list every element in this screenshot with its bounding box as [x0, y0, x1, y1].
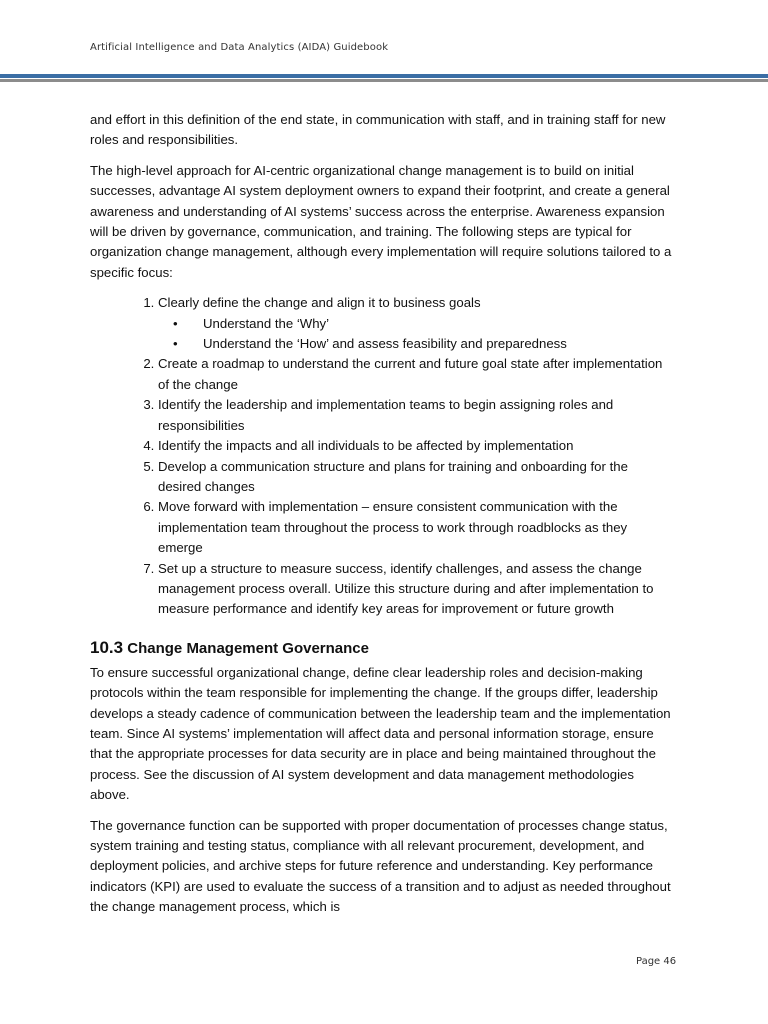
section-number: 10.3	[90, 637, 124, 657]
list-item	[158, 497, 672, 558]
header-rule-blue	[0, 74, 768, 78]
bullet-icon: •	[173, 336, 178, 352]
section-title: Change Management Governance	[127, 639, 369, 657]
section-heading	[90, 638, 672, 659]
list-item	[158, 293, 672, 354]
sub-steps-list	[158, 314, 672, 355]
running-header: Artificial Intelligence and Data Analytics (AIDA) Guidebook	[90, 42, 389, 53]
change-steps-list	[90, 293, 672, 620]
list-item	[158, 559, 672, 620]
sub-list-item-text: Understand the ‘How’ and assess feasibility and preparedness	[203, 336, 567, 352]
sub-list-item	[173, 314, 672, 334]
list-item	[158, 436, 672, 456]
paragraph-governance-support: The governance function can be supported with proper documentation of processes change status, system training and testing status, compliance with all relevant procurement, development, and deployment policies, and archive steps for future reference and understanding. Key performance indicators (KPI) are used to evaluate the success of a transition and to adjust as needed throughout the change management process, which is	[90, 817, 671, 915]
list-item-text: Clearly define the change and align it to business goals	[158, 295, 481, 311]
paragraph-intro-continuation: and effort in this definition of the end state, in communication with staff, and in training staff for new roles and responsibilities.	[90, 112, 666, 148]
list-item-text: Move forward with implementation – ensure consistent communication with the implementation team throughout the process to work through roadblocks as they emerge	[158, 499, 628, 556]
paragraph-governance: To ensure successful organizational change, define clear leadership roles and decision-making protocols within the team responsible for implementing the change. If the groups differ, leadership develops a steady cadence of communication between the leadership team and the implementation team. Since AI systems’ implementation will affect data and personal information storage, ensure that the appropriate processes for data security are in place and being maintained throughout the process. See the discussion of AI system development and data management methodologies above.	[90, 664, 671, 803]
list-item-text: Develop a communication structure and plans for training and onboarding for the desired changes	[158, 458, 628, 494]
page-number: Page 46	[636, 956, 677, 967]
list-item-text: Identify the leadership and implementation teams to begin assigning roles and responsibilities	[158, 397, 614, 433]
document-body	[90, 110, 672, 928]
list-item-text: Identify the impacts and all individuals to be affected by implementation	[158, 438, 574, 454]
sub-list-item-text: Understand the ‘Why’	[203, 315, 330, 331]
list-item	[158, 354, 672, 395]
paragraph-approach: The high-level approach for AI-centric organizational change management is to build on initial successes, advantage AI system deployment owners to expand their footprint, and create a general awareness and understanding of AI systems’ success across the enterprise. Awareness expansion will be driven by governance, communication, and training. The following steps are typical for organization change management, although every implementation will require solutions tailored to a specific focus:	[90, 162, 672, 280]
list-item-text: Set up a structure to measure success, identify challenges, and assess the change management process overall. Utilize this structure during and after implementation to measure performance and identify key areas for improvement or future growth	[158, 560, 654, 617]
bullet-icon: •	[173, 315, 178, 331]
list-item-text: Create a roadmap to understand the current and future goal state after implementation of the change	[158, 356, 663, 392]
header-rule-gray	[0, 79, 768, 82]
list-item	[158, 395, 672, 436]
sub-list-item	[173, 334, 672, 354]
list-item	[158, 457, 672, 498]
